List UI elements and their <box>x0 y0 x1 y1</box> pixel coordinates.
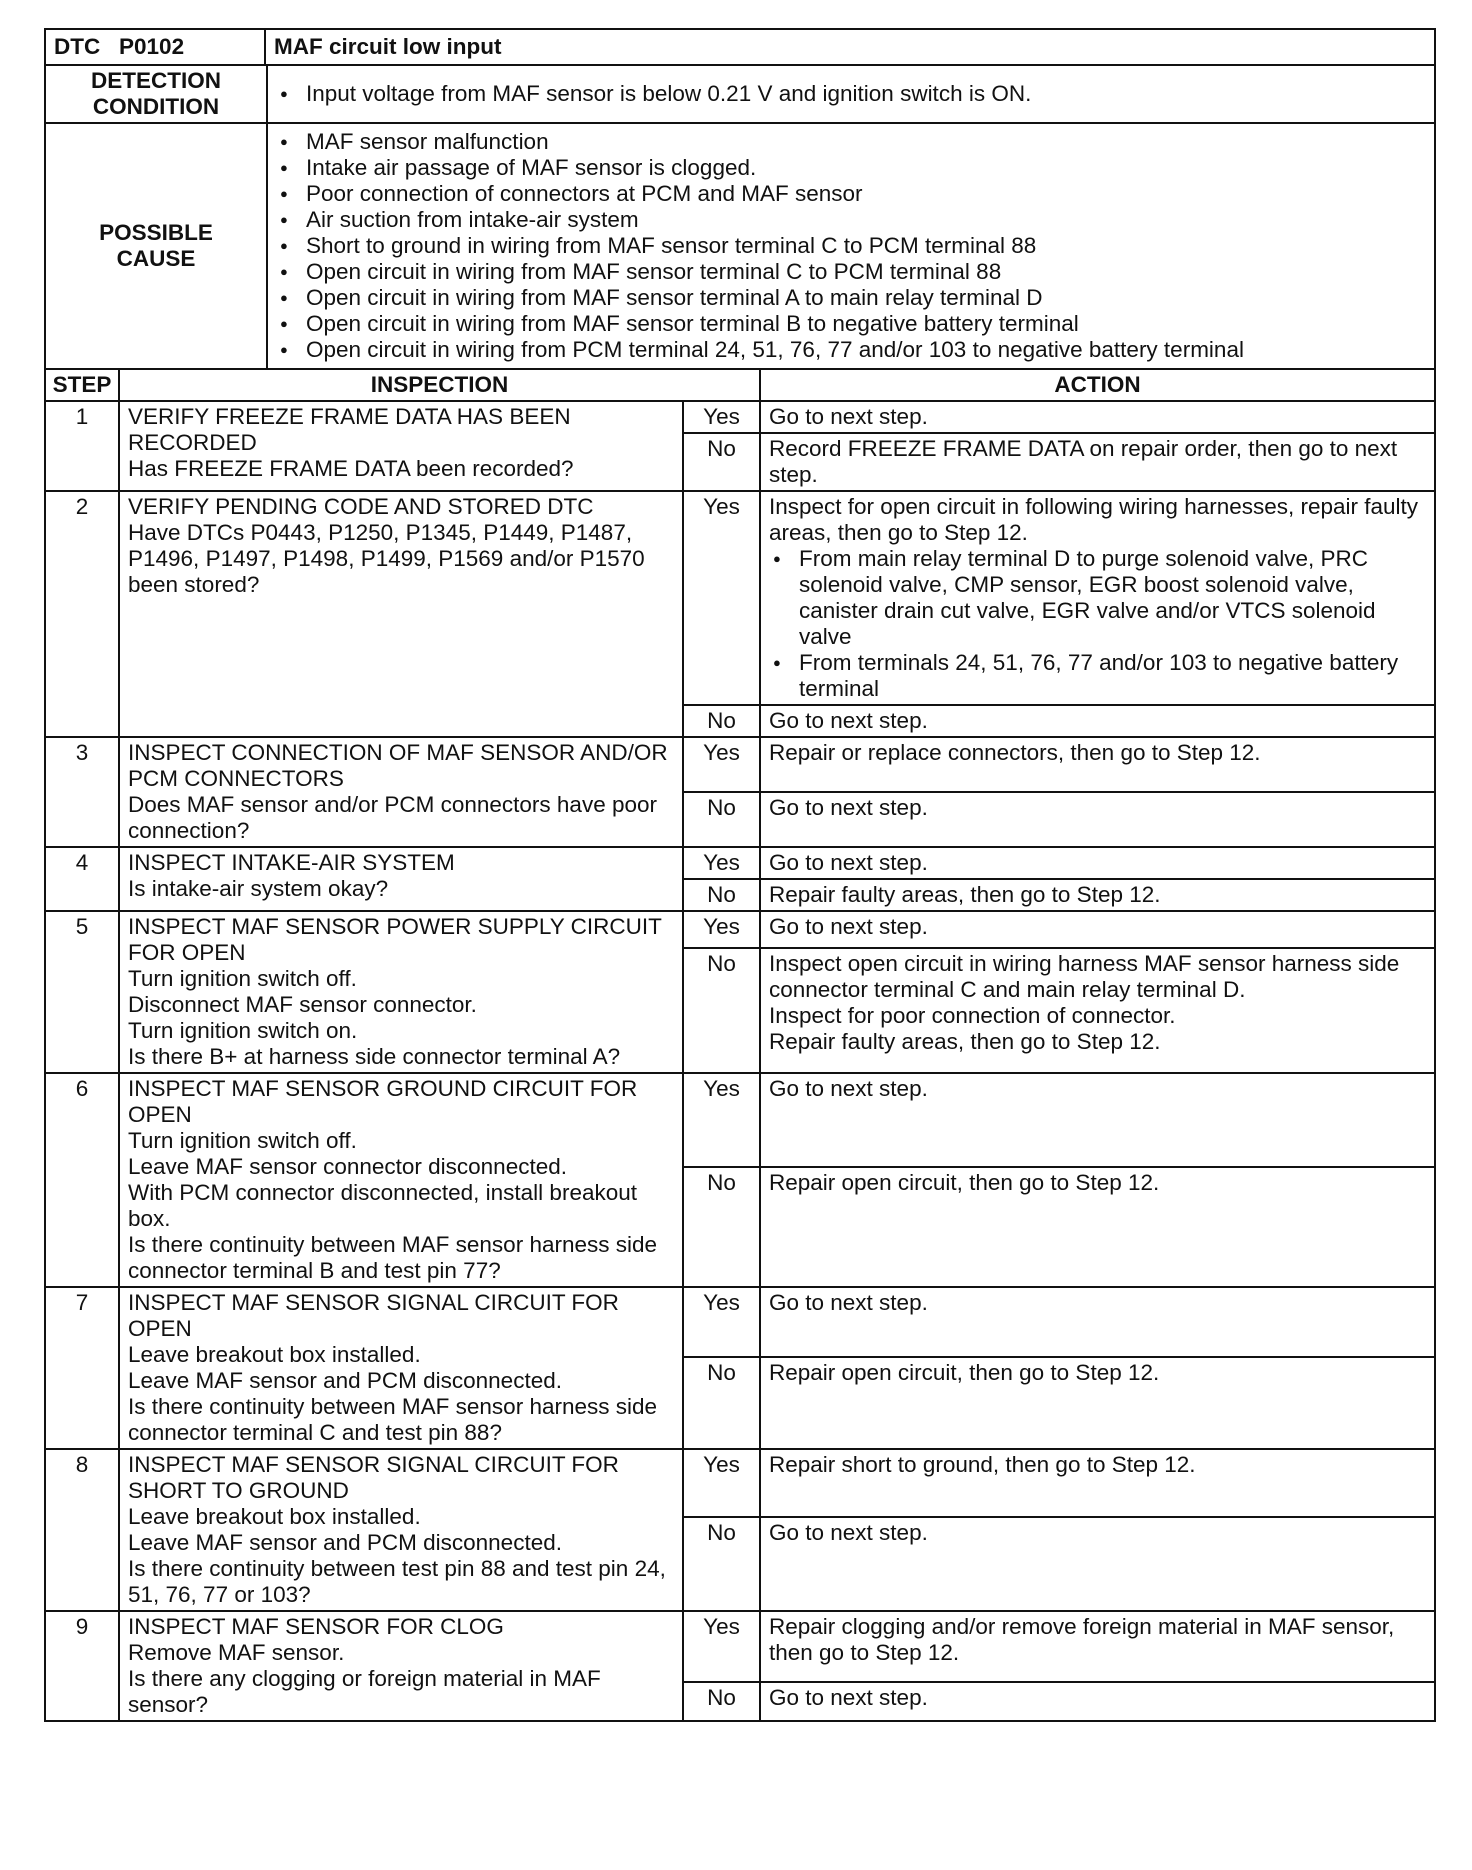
no-action <box>760 879 1435 911</box>
text-line: Repair faulty areas, then go to Step 12. <box>769 882 1161 907</box>
possible-cause-item: ● Open circuit in wiring from PCM terminal 24, 51, 76, 77 and/or 103 to negative battery terminal <box>276 337 1426 363</box>
dtc-header-table <box>44 28 1436 66</box>
no-label: No <box>683 433 760 491</box>
text-line: Record FREEZE FRAME DATA on repair order, then go to next step. <box>769 436 1398 487</box>
step-number: 9 <box>45 1611 119 1721</box>
text-line: INSPECT MAF SENSOR POWER SUPPLY CIRCUIT FOR OPEN <box>128 914 662 965</box>
text-line: With PCM connector disconnected, install breakout box. <box>128 1180 637 1231</box>
text-line: INSPECT MAF SENSOR SIGNAL CIRCUIT FOR SHORT TO GROUND <box>128 1452 619 1503</box>
yes-label: Yes <box>683 1287 760 1357</box>
yes-action-bullet: ● From terminals 24, 51, 76, 77 and/or 103 to negative battery terminal <box>769 650 1426 702</box>
text-line: Go to next step. <box>769 850 928 875</box>
possible-cause-item: ● Poor connection of connectors at PCM and MAF sensor <box>276 181 1426 207</box>
text-line: Is there B+ at harness side connector terminal A? <box>128 1044 621 1069</box>
text-line: Repair open circuit, then go to Step 12. <box>769 1360 1160 1385</box>
text-line: Inspect for poor connection of connector. <box>769 1002 1176 1028</box>
no-label: No <box>683 1357 760 1449</box>
step-number: 4 <box>45 847 119 911</box>
step-inspection <box>119 1611 683 1721</box>
no-action <box>760 1357 1435 1449</box>
steps-column-header-row <box>45 369 1435 401</box>
text-line: Is there continuity between MAF sensor harness side connector terminal C and test pin 88? <box>128 1394 658 1445</box>
text-line: Go to next step. <box>769 708 928 733</box>
step-inspection <box>119 847 683 911</box>
text-line: VERIFY PENDING CODE AND STORED DTC <box>128 494 594 519</box>
text-line: Does MAF sensor and/or PCM connectors have poor connection? <box>128 792 657 843</box>
column-header-step: STEP <box>45 369 119 401</box>
possible-cause-item: ● Short to ground in wiring from MAF sensor terminal C to PCM terminal 88 <box>276 233 1426 259</box>
no-action <box>760 948 1435 1074</box>
yes-action-bullet: ● From main relay terminal D to purge solenoid valve, PRC solenoid valve, CMP sensor, EGR boost solenoid valve, canister drain cut valve, EGR valve and/or VTCS solenoid valve <box>769 546 1426 650</box>
text-line: INSPECT MAF SENSOR SIGNAL CIRCUIT FOR OPEN <box>128 1290 619 1341</box>
text-line: INSPECT CONNECTION OF MAF SENSOR AND/OR PCM CONNECTORS <box>128 740 668 791</box>
step-number: 7 <box>45 1287 119 1449</box>
text-line: Go to next step. <box>769 404 928 429</box>
step-row <box>45 1449 1435 1517</box>
text-line: Leave breakout box installed. <box>128 1504 421 1529</box>
possible-cause-row <box>45 123 1435 369</box>
text-line: Turn ignition switch off. <box>128 966 357 991</box>
dtc-procedure-document <box>44 28 1434 1722</box>
text-line: Repair or replace connectors, then go to Step 12. <box>769 740 1261 765</box>
text-line: Repair short to ground, then go to Step 12. <box>769 1452 1196 1477</box>
text-line: Leave MAF sensor and PCM disconnected. <box>128 1530 562 1555</box>
detection-condition-text: ● Input voltage from MAF sensor is below 0.21 V and ignition switch is ON. <box>276 81 1426 107</box>
inspection-steps-table <box>44 368 1436 1722</box>
text-line: Leave breakout box installed. <box>128 1342 421 1367</box>
step-row <box>45 847 1435 879</box>
yes-label: Yes <box>683 401 760 433</box>
step-inspection <box>119 1287 683 1449</box>
step-number: 2 <box>45 491 119 737</box>
yes-label: Yes <box>683 737 760 792</box>
no-action <box>760 433 1435 491</box>
no-action <box>760 705 1435 737</box>
no-label: No <box>683 1682 760 1721</box>
text-line: Leave MAF sensor connector disconnected. <box>128 1154 567 1179</box>
no-action <box>760 1517 1435 1611</box>
text-line: Repair open circuit, then go to Step 12. <box>769 1170 1160 1195</box>
no-label: No <box>683 1517 760 1611</box>
yes-action-bullets <box>769 546 1426 702</box>
possible-cause-item: ● Open circuit in wiring from MAF sensor terminal B to negative battery terminal <box>276 311 1426 337</box>
step-row <box>45 491 1435 705</box>
yes-action <box>760 847 1435 879</box>
no-label: No <box>683 948 760 1074</box>
column-header-inspection: INSPECTION <box>119 369 760 401</box>
text-line: Disconnect MAF sensor connector. <box>128 992 477 1017</box>
text-line: Is there continuity between test pin 88 and test pin 24, 51, 76, 77 or 103? <box>128 1556 666 1607</box>
text-line: Go to next step. <box>769 795 928 820</box>
dtc-code-cell <box>45 29 265 65</box>
text-line: Is there any clogging or foreign material in MAF sensor? <box>128 1666 601 1717</box>
yes-action <box>760 401 1435 433</box>
text-line: VERIFY FREEZE FRAME DATA HAS BEEN RECORDED <box>128 404 571 455</box>
dtc-title-row <box>45 29 1435 65</box>
possible-cause-list-cell <box>267 123 1435 369</box>
text-line: Go to next step. <box>769 1076 928 1101</box>
no-label: No <box>683 792 760 847</box>
no-action <box>760 792 1435 847</box>
dtc-label: DTC <box>54 34 101 59</box>
text-line: Leave MAF sensor and PCM disconnected. <box>128 1368 562 1393</box>
text-line: INSPECT INTAKE-AIR SYSTEM <box>128 850 455 875</box>
step-row <box>45 1611 1435 1682</box>
text-line: Is intake-air system okay? <box>128 876 389 901</box>
yes-action <box>760 1449 1435 1517</box>
text-line: Have DTCs P0443, P1250, P1345, P1449, P1487, P1496, P1497, P1498, P1499, P1569 and/or P1570 been stored? <box>128 520 645 597</box>
possible-cause-label: POSSIBLE CAUSE <box>45 123 267 369</box>
detection-condition-text-cell <box>267 65 1435 123</box>
yes-label: Yes <box>683 491 760 705</box>
text-line: Repair faulty areas, then go to Step 12. <box>769 1028 1161 1054</box>
possible-cause-item: ● Open circuit in wiring from MAF sensor terminal C to PCM terminal 88 <box>276 259 1426 285</box>
yes-action <box>760 1287 1435 1357</box>
text-line: Go to next step. <box>769 914 928 939</box>
step-inspection <box>119 1449 683 1611</box>
no-action <box>760 1167 1435 1287</box>
step-number: 3 <box>45 737 119 847</box>
yes-label: Yes <box>683 1449 760 1517</box>
text-line: Turn ignition switch off. <box>128 1128 357 1153</box>
possible-cause-item: ● Air suction from intake-air system <box>276 207 1426 233</box>
detection-condition-row <box>45 65 1435 123</box>
text-line: Go to next step. <box>769 1684 928 1710</box>
step-number: 8 <box>45 1449 119 1611</box>
column-header-action: ACTION <box>760 369 1435 401</box>
yes-action <box>760 911 1435 948</box>
step-row <box>45 401 1435 433</box>
yes-label: Yes <box>683 1073 760 1167</box>
yes-action <box>760 1611 1435 1682</box>
step-number: 1 <box>45 401 119 491</box>
step-row <box>45 737 1435 792</box>
text-line: Is there continuity between MAF sensor harness side connector terminal B and test pin 77? <box>128 1232 658 1283</box>
step-inspection <box>119 491 683 737</box>
text-line: INSPECT MAF SENSOR FOR CLOG <box>128 1614 504 1639</box>
yes-label: Yes <box>683 1611 760 1682</box>
possible-cause-item: ● Open circuit in wiring from MAF sensor terminal A to main relay terminal D <box>276 285 1426 311</box>
possible-cause-item: ● Intake air passage of MAF sensor is clogged. <box>276 155 1426 181</box>
step-inspection <box>119 737 683 847</box>
text-line: Has FREEZE FRAME DATA been recorded? <box>128 456 574 481</box>
yes-label: Yes <box>683 847 760 879</box>
yes-label: Yes <box>683 911 760 948</box>
text-line: Inspect for open circuit in following wiring harnesses, repair faulty areas, then go to Step 12. <box>769 494 1419 545</box>
text-line: Inspect open circuit in wiring harness MAF sensor harness side connector terminal C and main relay terminal D. <box>769 950 1400 1002</box>
text-line: INSPECT MAF SENSOR GROUND CIRCUIT FOR OPEN <box>128 1076 638 1127</box>
detection-condition-label: DETECTION CONDITION <box>45 65 267 123</box>
no-label: No <box>683 879 760 911</box>
text-line: Go to next step. <box>769 1290 928 1315</box>
step-inspection <box>119 911 683 1073</box>
text-line: Turn ignition switch on. <box>128 1018 358 1043</box>
yes-action <box>760 737 1435 792</box>
step-row <box>45 911 1435 948</box>
step-number: 5 <box>45 911 119 1073</box>
yes-action <box>760 1073 1435 1167</box>
no-label: No <box>683 705 760 737</box>
dtc-info-table <box>44 64 1436 370</box>
no-label: No <box>683 1167 760 1287</box>
dtc-title: MAF circuit low input <box>265 29 1435 65</box>
step-inspection <box>119 401 683 491</box>
possible-cause-list <box>276 129 1426 363</box>
yes-action <box>760 491 1435 705</box>
step-row <box>45 1287 1435 1357</box>
step-row <box>45 1073 1435 1167</box>
text-line: Go to next step. <box>769 1520 928 1545</box>
dtc-code: P0102 <box>119 34 185 59</box>
step-inspection <box>119 1073 683 1287</box>
no-action <box>760 1682 1435 1721</box>
text-line: Repair clogging and/or remove foreign material in MAF sensor, then go to Step 12. <box>769 1614 1395 1665</box>
step-number: 6 <box>45 1073 119 1287</box>
text-line: Remove MAF sensor. <box>128 1640 345 1665</box>
possible-cause-item: ● MAF sensor malfunction <box>276 129 1426 155</box>
